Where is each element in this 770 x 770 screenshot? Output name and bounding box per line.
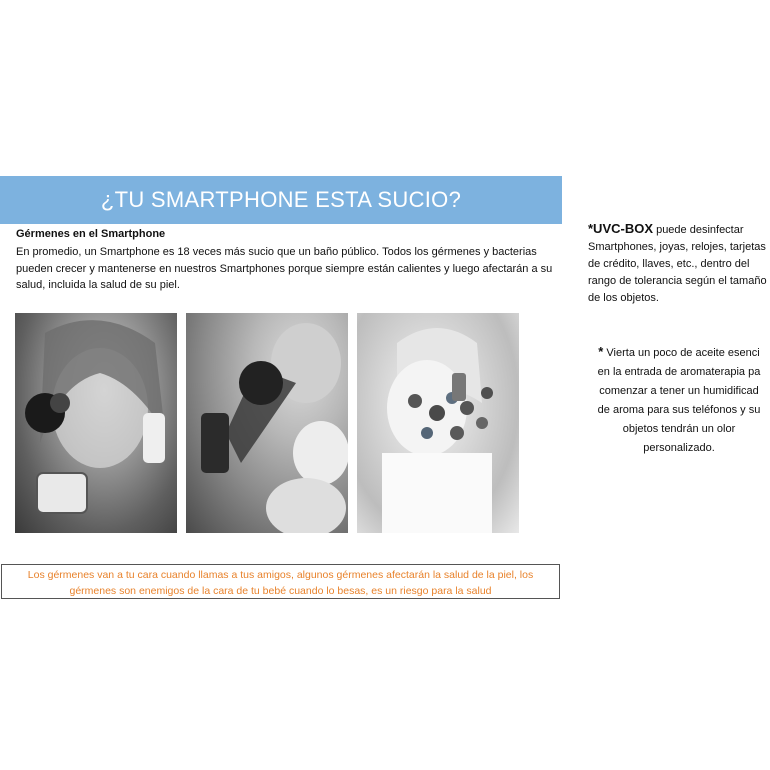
photo-child-germs xyxy=(357,313,519,533)
photo-child-germs-art xyxy=(357,313,519,533)
aroma-line-1: * Vierta un poco de aceite esenci xyxy=(598,344,760,359)
aroma-line-2: en la entrada de aromaterapia pa xyxy=(597,366,761,378)
side-note-aroma xyxy=(588,342,770,458)
photo-woman-phone xyxy=(15,313,177,533)
photo-woman-phone-art xyxy=(15,313,177,533)
brand-name: *UVC-BOX xyxy=(588,221,654,236)
title-banner xyxy=(0,176,562,224)
aroma-bullet: * xyxy=(598,344,604,359)
warning-line-1: Los gérmenes van a tu cara cuando llamas a tus amigos, algunos gérmenes afectarán la salud de la piel, los xyxy=(27,569,534,581)
side-note-uvc xyxy=(588,220,770,307)
warning-line-2: gérmenes son enemigos de la cara de tu bebé cuando lo besas, es un riesgo para la salud xyxy=(69,585,492,597)
photo-mother-baby-art xyxy=(186,313,348,533)
banner-title: ¿TU SMARTPHONE ESTA SUCIO? xyxy=(100,187,462,212)
aroma-line-6: personalizado. xyxy=(643,442,715,454)
intro-paragraph: En promedio, un Smartphone es 18 veces más sucio que un baño público. Todos los gérmenes y bacterias pueden crecer y mantenerse en nuestros Smartphones porque siempre están calientes y luego afectarán a su salud, incluida la salud de su piel. xyxy=(16,246,553,291)
warning-box xyxy=(1,564,560,599)
aroma-line-3: comenzar a tener un humidificad xyxy=(599,385,759,397)
aroma-line-5: objetos tendrán un olor xyxy=(622,423,736,435)
aroma-line-4: de aroma para sus teléfonos y su xyxy=(597,404,761,416)
side-note-text: puede desinfectar Smartphones, joyas, relojes, tarjetas de crédito, llaves, etc., dentro del rango de tolerancia según el tamaño de los objetos. xyxy=(588,224,767,304)
photo-mother-baby xyxy=(186,313,348,533)
section-subtitle: Gérmenes en el Smartphone xyxy=(16,228,166,240)
